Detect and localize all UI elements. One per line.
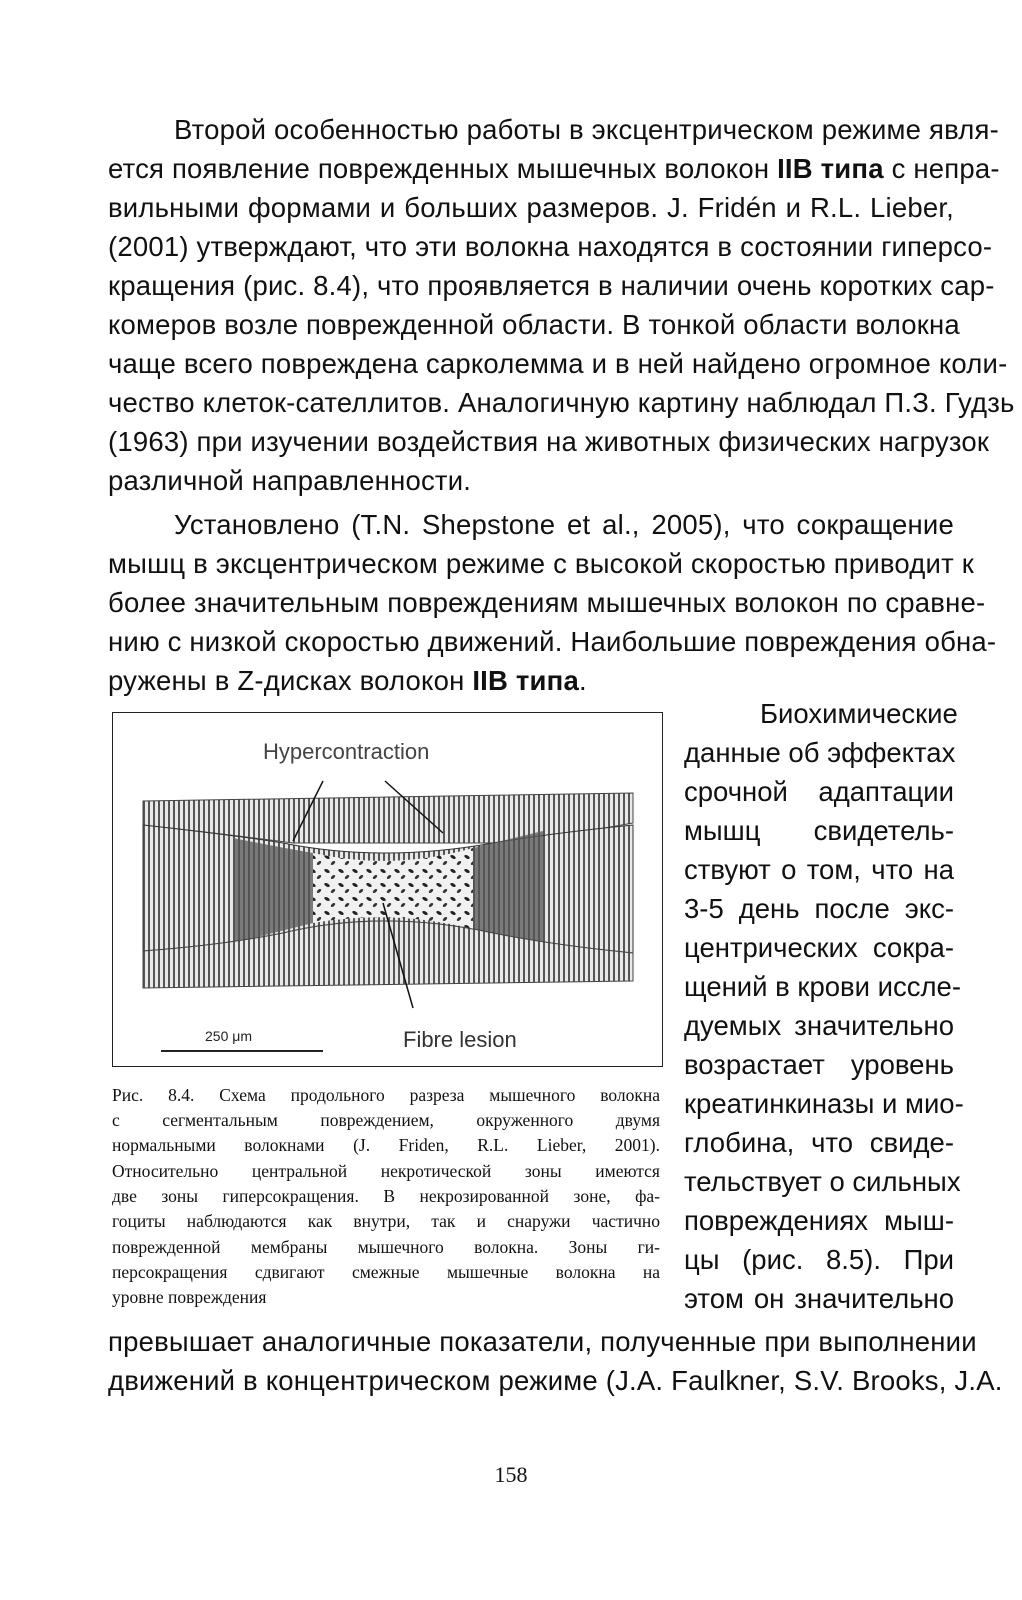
para1-line-10: различной направленности. bbox=[108, 465, 472, 496]
caption-line-1: Рис. 8.4. Схема продольного разреза мышечного волокна bbox=[112, 1085, 660, 1105]
para2-line-1: Установлено (T.N. Shepstone et al., 2005), что сокращение bbox=[174, 509, 954, 540]
caption-line-3: нормальными волокнами (J. Friden, R.L. Lieber, 2001). bbox=[112, 1135, 660, 1155]
para1-line-6: комеров возле поврежденной области. В тонкой области волокна bbox=[108, 309, 960, 340]
side-line-3: срочной адаптации bbox=[684, 776, 954, 807]
side-line-9: дуемых значительно bbox=[684, 1010, 954, 1041]
hypercontraction-zone-right bbox=[473, 831, 543, 945]
side-line-6: 3-5 день после экс- bbox=[684, 893, 954, 924]
para2-line-5: ружены в Z-дисках волокон IIB типа. bbox=[108, 665, 587, 696]
para1-line-5: кращения (рис. 8.4), что проявляется в наличии очень коротких сар- bbox=[108, 270, 995, 301]
para1-line-1: Второй особенностью работы в эксцентрическом режиме явля- bbox=[174, 114, 999, 145]
para1-line-2: ется появление поврежденных мышечных волокон IIB типа с непра- bbox=[108, 153, 1000, 184]
para1-line-7: чаще всего повреждена сарколемма и в ней найдено огромное коли- bbox=[108, 348, 1008, 379]
side-line-16: этом он значительно bbox=[684, 1283, 954, 1314]
caption-line-8: персокращения сдвигают смежные мышечные волокна на bbox=[112, 1262, 660, 1282]
caption-line-2: с сегментальным повреждением, окруженного двумя bbox=[112, 1110, 660, 1130]
caption-line-5: две зоны гиперсокращения. В некрозированной зоне, фа- bbox=[112, 1186, 660, 1206]
label-hypercontraction: Hypercontraction bbox=[263, 739, 430, 764]
para2-line-2: мышц в эксцентрическом режиме с высокой скоростью приводит к bbox=[108, 548, 974, 579]
side-line-15: цы (рис. 8.5). При bbox=[684, 1244, 954, 1275]
side-line-13: тельствует о сильных bbox=[684, 1166, 961, 1197]
side-line-8: щений в крови иссле- bbox=[684, 971, 962, 1002]
caption-line-4: Относительно центральной некротической зоны имеются bbox=[112, 1161, 660, 1181]
para1-line-3: вильными формами и больших размеров. J. Fridén и R.L. Lieber, bbox=[108, 192, 954, 223]
para1-line-8: чество клеток-сателлитов. Аналогичную картину наблюдал П.З. Гудзь bbox=[108, 387, 1015, 418]
para2-line-4: нию с низкой скоростью движений. Наибольшие повреждения обна- bbox=[108, 626, 997, 657]
para3-line-2: движений в концентрическом режиме (J.A. Faulkner, S.V. Brooks, J.A. bbox=[108, 1365, 1003, 1396]
side-line-1: Биохимические bbox=[760, 698, 958, 729]
side-line-7: центрических сокра- bbox=[684, 932, 954, 963]
side-line-2: данные об эффектах bbox=[684, 737, 956, 768]
caption-line-7: поврежденной мембраны мышечного волокна. Зоны ги- bbox=[112, 1237, 660, 1257]
side-line-5: ствуют о том, что на bbox=[684, 854, 954, 885]
fibre-diagram bbox=[113, 713, 661, 1065]
para3-line-1: превышает аналогичные показатели, полученные при выполнении bbox=[108, 1326, 977, 1357]
side-line-12: глобина, что свиде- bbox=[684, 1127, 954, 1158]
para1-line-4: (2001) утверждают, что эти волокна находятся в состоянии гиперсо- bbox=[108, 231, 993, 262]
caption-line-9: уровне повреждения bbox=[112, 1287, 267, 1307]
scale-label: 250 μm bbox=[205, 1028, 252, 1044]
para2-line-3: более значительным повреждениям мышечных волокон по сравне- bbox=[108, 587, 986, 618]
figure-8-4 bbox=[112, 712, 663, 1067]
side-line-4: мышц свидетель- bbox=[684, 815, 954, 846]
side-line-11: креатинкиназы и мио- bbox=[684, 1088, 964, 1119]
para1-line-9: (1963) при изучении воздействия на животных физических нагрузок bbox=[108, 426, 990, 457]
side-line-14: повреждениях мыш- bbox=[684, 1205, 954, 1236]
caption-line-6: гоциты наблюдаются как внутри, так и снаружи частично bbox=[112, 1211, 660, 1231]
page-number: 158 bbox=[494, 1462, 528, 1487]
side-line-10: возрастает уровень bbox=[684, 1049, 954, 1080]
label-fibre-lesion: Fibre lesion bbox=[403, 1027, 517, 1052]
